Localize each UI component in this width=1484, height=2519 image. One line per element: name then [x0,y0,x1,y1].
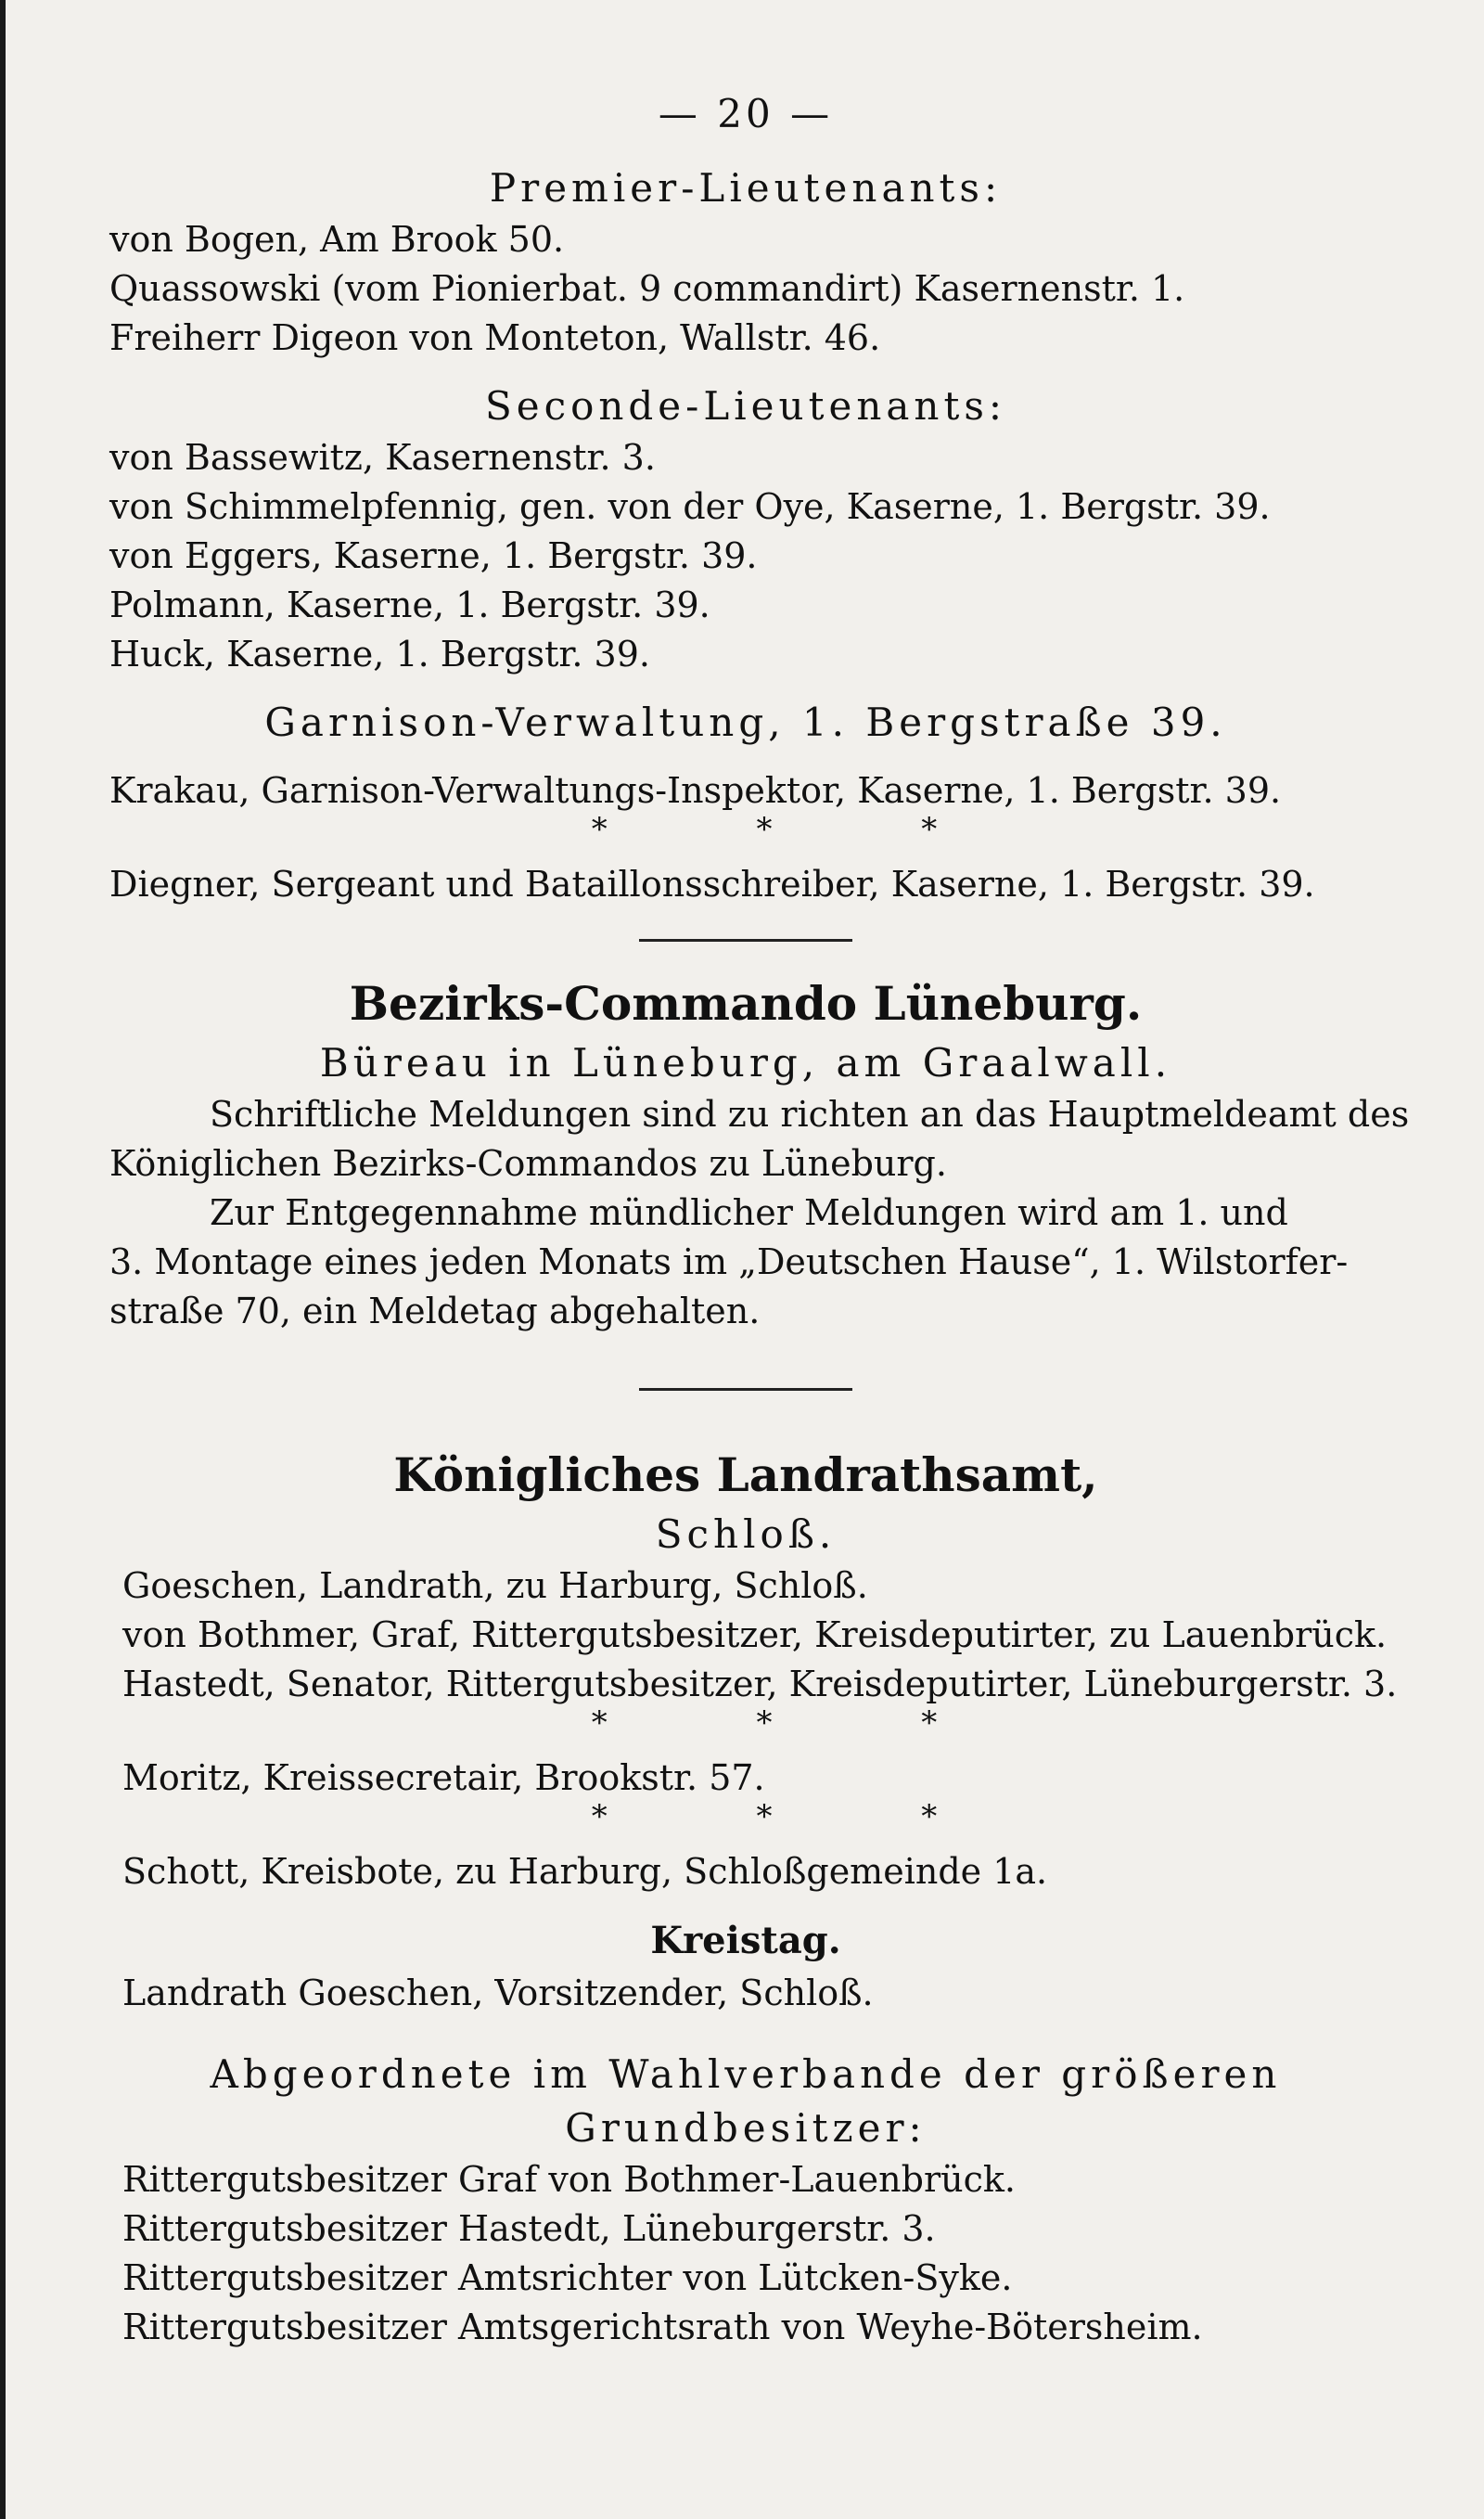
premier-line-2: Quassowski (vom Pionierbat. 9 commandirt) Kasernenstr. 1. [109,268,1185,309]
seconde-line-4: Polmann, Kaserne, 1. Bergstr. 39. [109,585,710,625]
bezirk-para2-line-1: Zur Entgegennahme mündlicher Meldungen wird am 1. und [210,1192,1288,1233]
separator-stars: * * * [591,811,938,848]
landrath-line-1: Goeschen, Landrath, zu Harburg, Schloß. [122,1565,868,1606]
abgeordnete-line-4: Rittergutsbesitzer Amtsgerichtsrath von Weyhe-Bötersheim. [122,2307,1203,2347]
garnison-heading: Garnison-Verwaltung, 1. Bergstraße 39. [264,700,1227,745]
seconde-line-5: Huck, Kaserne, 1. Bergstr. 39. [109,634,650,675]
grundbesitzer-heading: Grundbesitzer: [565,2105,927,2151]
kreistag-heading: Kreistag. [650,1919,841,1962]
abgeordnete-line-1: Rittergutsbesitzer Graf von Bothmer-Lauenbrück. [122,2159,1016,2200]
bezirk-para2-line-3: straße 70, ein Meldetag abgehalten. [109,1291,761,1331]
landrath-line-3: Hastedt, Senator, Rittergutsbesitzer, Kreisdeputirter, Lüneburgerstr. 3. [122,1664,1398,1704]
abgeordnete-line-3: Rittergutsbesitzer Amtsrichter von Lütcken-Syke. [122,2257,1013,2298]
landrathsamt-subheading: Schloß. [655,1511,837,1557]
abgeordnete-heading: Abgeordnete im Wahlverbande der größeren [210,2051,1282,2097]
bezirks-commando-subheading: Büreau in Lüneburg, am Graalwall. [319,1040,1172,1086]
seconde-line-1: von Bassewitz, Kasernenstr. 3. [109,437,656,478]
landrathsamt-heading: Königliches Landrathsamt, [393,1447,1098,1502]
separator-stars: * * * [591,1798,938,1835]
landrath-line-5: Schott, Kreisbote, zu Harburg, Schloßgemeinde 1a. [122,1851,1048,1892]
premier-line-1: von Bogen, Am Brook 50. [109,219,565,260]
garnison-line-1: Krakau, Garnison-Verwaltungs-Inspektor, Kaserne, 1. Bergstr. 39. [109,770,1282,811]
kreistag-line: Landrath Goeschen, Vorsitzender, Schloß. [122,1973,874,2013]
landrath-line-2: von Bothmer, Graf, Rittergutsbesitzer, Kreisdeputirter, zu Lauenbrück. [122,1614,1388,1655]
premier-line-3: Freiherr Digeon von Monteton, Wallstr. 46. [109,317,881,358]
landrath-line-4: Moritz, Kreissecretair, Brookstr. 57. [122,1757,765,1798]
abgeordnete-line-2: Rittergutsbesitzer Hastedt, Lüneburgerstr. 3. [122,2208,936,2249]
page-number: — 20 — [658,91,834,136]
bezirk-para1-line-2: Königlichen Bezirks-Commandos zu Lüneburg. [109,1143,947,1184]
bezirks-commando-heading: Bezirks-Commando Lüneburg. [349,976,1143,1031]
separator-stars: * * * [591,1704,938,1741]
seconde-line-3: von Eggers, Kaserne, 1. Bergstr. 39. [109,535,758,576]
seconde-lieutenants-heading: Seconde-Lieutenants: [484,383,1007,429]
seconde-line-2: von Schimmelpfennig, gen. von der Oye, Kaserne, 1. Bergstr. 39. [109,486,1271,527]
premier-lieutenants-heading: Premier-Lieutenants: [489,165,1003,211]
bezirk-para1-line-1: Schriftliche Meldungen sind zu richten an das Hauptmeldeamt des [210,1094,1410,1135]
bezirk-para2-line-2: 3. Montage eines jeden Monats im „Deutschen Hause“, 1. Wilstorfer- [109,1241,1349,1282]
garnison-line-2: Diegner, Sergeant und Bataillonsschreiber, Kaserne, 1. Bergstr. 39. [109,864,1315,905]
